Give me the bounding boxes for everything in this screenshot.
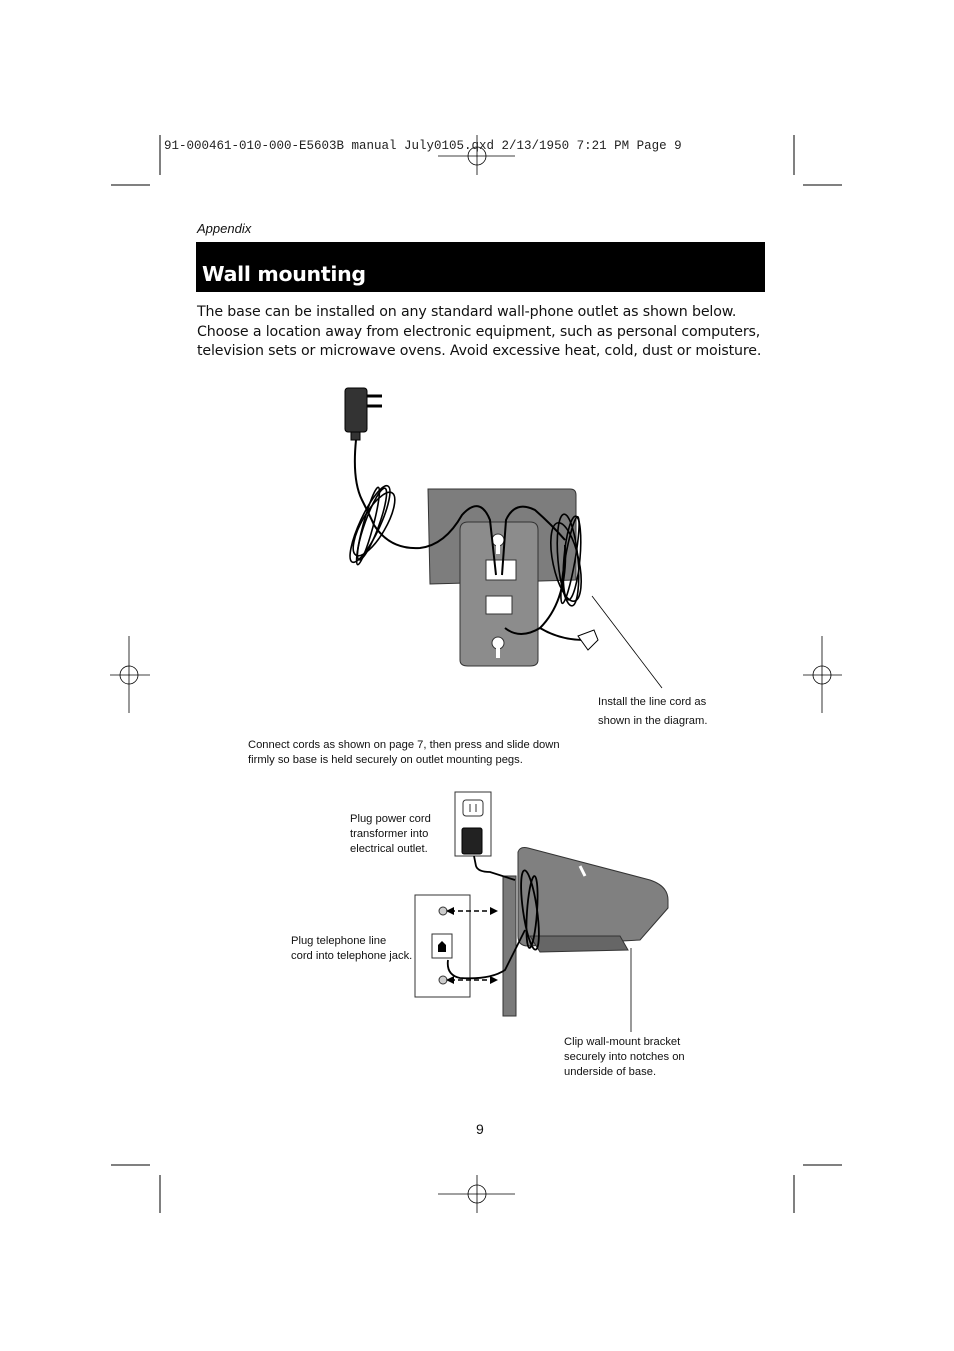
caption-telephone-line: Plug telephone line cord into telephone jack. [291,935,413,962]
page-number: 9 [476,1121,484,1137]
caption-line-cord: Install the line cord as shown in the diagram. [598,696,708,727]
phone-base-side [518,848,668,953]
electrical-outlet-icon [455,792,491,856]
intro-paragraph: The base can be installed on any standard wall-phone outlet as shown below. Choose a location away from electronic equipment, such as personal computers, television sets or microwave ovens. Avoid excessive heat, cold, dust or moisture. [197,304,762,359]
wall-mount-bracket [503,876,516,1016]
page-title: Wall mounting [202,262,366,286]
print-slug: 91-000461-010-000-E5603B manual July0105.qxd 2/13/1950 7:21 PM Page 9 [164,139,682,153]
section-label: Appendix [197,221,252,236]
caption-bracket: Clip wall-mount bracket securely into notches on underside of base. [564,1036,685,1078]
caption-power-cord: Plug power cord transformer into electrical outlet. [350,813,431,855]
caption-connect-cords: Connect cords as shown on page 7, then press and slide down firmly so base is held securely on outlet mounting pegs. [248,739,560,766]
